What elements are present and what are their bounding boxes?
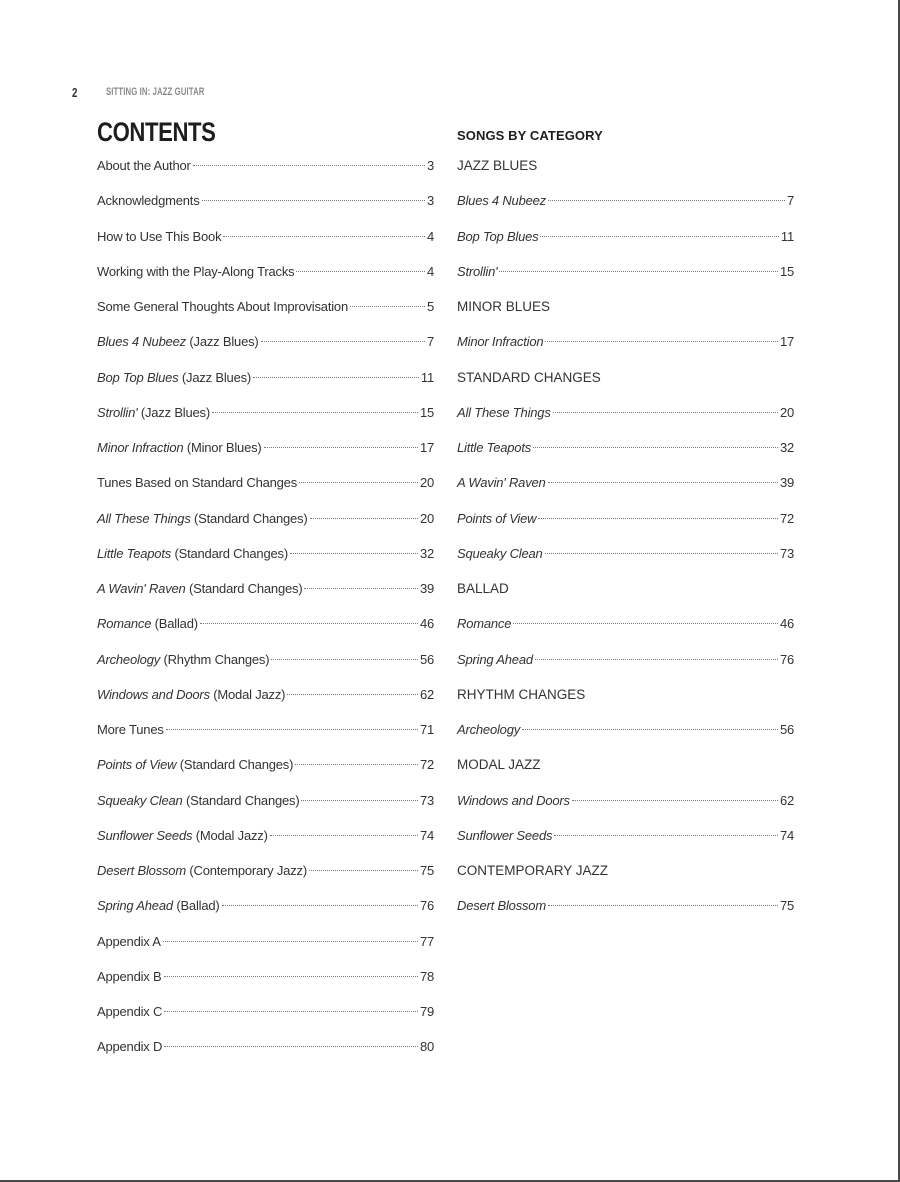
category-song-page-number: 74 (779, 827, 794, 843)
toc-entry-label (97, 439, 262, 457)
dot-leader (164, 976, 418, 977)
category-song-entry (457, 263, 794, 281)
toc-page-number: 4 (426, 263, 434, 279)
category-song-label (457, 792, 570, 810)
toc-song-style: (Minor Blues) (186, 440, 262, 455)
dot-leader (548, 200, 785, 201)
toc-page-number: 3 (426, 193, 434, 209)
dot-leader (309, 870, 418, 871)
toc-entry-label (97, 1003, 162, 1021)
book-title: SITTING IN: JAZZ GUITAR (106, 86, 205, 98)
toc-entry-label (97, 404, 210, 422)
toc-entry (97, 263, 434, 281)
toc-entry (97, 333, 434, 351)
toc-entry-label (97, 651, 269, 669)
category-label: RHYTHM CHANGES (457, 686, 586, 702)
category-song-label (457, 404, 551, 422)
category-song-entry (457, 192, 794, 210)
category-song-entry (457, 897, 794, 915)
dot-leader (499, 271, 778, 272)
toc-song-title: Desert Blossom (97, 863, 186, 878)
toc-song-style: (Standard Changes) (194, 510, 308, 526)
toc-entry-label (97, 298, 348, 316)
dot-leader (296, 271, 425, 272)
category-song-entry (457, 545, 794, 563)
toc-entry (97, 862, 434, 880)
toc-entry (97, 580, 434, 598)
category-song-page-number: 46 (779, 616, 794, 632)
toc-entry (97, 474, 434, 492)
dot-leader (164, 1011, 418, 1012)
category-song-title: Strollin' (457, 263, 498, 279)
category-song-label (457, 615, 511, 633)
toc-song-title: A Wavin' Raven (97, 581, 186, 596)
toc-entry (97, 933, 434, 951)
toc-song-style: (Contemporary Jazz) (189, 863, 307, 878)
category-song-label (457, 827, 552, 845)
toc-entry-label (97, 1038, 162, 1056)
category-song-entry (457, 792, 794, 810)
category-song-entry (457, 228, 794, 246)
toc-page-number: 20 (419, 510, 434, 526)
toc-entry-label (97, 827, 268, 845)
category-label: MODAL JAZZ (457, 757, 541, 773)
toc-song-style: (Standard Changes) (186, 792, 300, 808)
toc-page-number: 80 (419, 1039, 434, 1055)
toc-page-number: 5 (426, 299, 434, 314)
running-head (72, 84, 247, 100)
category-song-page-number: 7 (786, 193, 794, 209)
category-song-title: Spring Ahead (457, 651, 533, 667)
toc-page-number: 15 (419, 404, 434, 420)
dot-leader (304, 588, 417, 589)
category-song-label (457, 545, 543, 563)
toc-song-style: (Ballad) (176, 898, 220, 914)
category-song-title: Windows and Doors (457, 792, 570, 808)
category-label: BALLAD (457, 581, 509, 596)
dot-leader (513, 623, 778, 624)
toc-entry-label (97, 369, 251, 387)
category-song-entry (457, 510, 794, 528)
toc-entry-label (97, 580, 302, 598)
dot-leader (163, 941, 418, 942)
dot-leader (223, 236, 425, 237)
dot-leader (193, 165, 425, 166)
category-song-entry (457, 474, 794, 492)
toc-song-style: (Modal Jazz) (195, 827, 268, 843)
category-song-label (457, 510, 536, 528)
toc-song-style: (Standard Changes) (174, 545, 288, 561)
category-song-page-number: 39 (779, 475, 794, 491)
toc-entry (97, 545, 434, 563)
toc-entry (97, 510, 434, 528)
toc-entry-label (97, 968, 162, 986)
dot-leader (522, 729, 778, 730)
category-song-label (457, 439, 531, 457)
category-song-page-number: 17 (779, 334, 794, 350)
dot-leader (264, 447, 418, 448)
category-song-entry (457, 439, 794, 457)
toc-song-title: Points of View (97, 757, 177, 773)
dot-leader (200, 623, 418, 624)
category-song-label (457, 263, 497, 281)
toc-entry (97, 615, 434, 633)
toc-song-title: Strollin' (97, 404, 138, 420)
toc-section-title: Appendix B (97, 968, 162, 984)
dot-leader (202, 200, 425, 201)
toc-song-style: (Jazz Blues) (181, 369, 252, 385)
category-song-label (457, 897, 546, 915)
toc-entry (97, 792, 434, 810)
toc-entry-label (97, 333, 259, 351)
dot-leader (572, 800, 778, 801)
toc-entry (97, 404, 434, 422)
category-song-title: A Wavin' Raven (457, 475, 546, 491)
dot-leader (548, 482, 778, 483)
toc-entry (97, 157, 434, 175)
category-song-label (457, 651, 533, 669)
toc-section-title: More Tunes (97, 722, 164, 737)
contents-heading: CONTENTS (97, 117, 216, 147)
toc-song-style: (Ballad) (154, 616, 198, 632)
toc-song-style: (Standard Changes) (179, 757, 294, 773)
category-song-title: Little Teapots (457, 440, 532, 455)
dot-leader (538, 518, 778, 519)
toc-song-title: Windows and Doors (97, 686, 210, 702)
category-song-label (457, 192, 546, 210)
page-number: 2 (72, 84, 78, 100)
toc-entry (97, 686, 434, 704)
toc-entry-label (97, 756, 293, 774)
toc-section-title: Appendix C (97, 1004, 163, 1019)
toc-page-number: 32 (419, 545, 434, 561)
dot-leader (261, 341, 425, 342)
category-label: JAZZ BLUES (457, 158, 538, 173)
toc-song-style: (Modal Jazz) (213, 686, 286, 702)
toc-song-title: Squeaky Clean (97, 792, 183, 808)
toc-entry-label (97, 228, 221, 246)
dot-leader (553, 412, 778, 413)
category-song-title: Minor Infraction (457, 334, 544, 350)
category-song-label (457, 474, 546, 492)
toc-section-title: Working with the Play-Along Tracks (97, 263, 295, 279)
toc-entry-label (97, 933, 161, 951)
dot-leader (222, 905, 418, 906)
dot-leader (545, 553, 778, 554)
toc-song-style: (Jazz Blues) (189, 334, 259, 350)
category-song-page-number: 20 (779, 404, 794, 420)
category-song-page-number: 11 (780, 228, 794, 244)
toc-entry (97, 228, 434, 246)
toc-song-title: Minor Infraction (97, 440, 184, 455)
toc-entry-label (97, 615, 198, 633)
toc-entry-label (97, 721, 164, 739)
category-song-title: Sunflower Seeds (457, 827, 553, 843)
toc-entry (97, 192, 434, 210)
category-song-title: Romance (457, 616, 512, 632)
toc-entry-label (97, 157, 191, 175)
toc-entry (97, 1003, 434, 1021)
toc-entry-label (97, 510, 308, 528)
category-song-label (457, 333, 543, 351)
category-song-page-number: 73 (779, 545, 794, 561)
toc-page-number: 73 (419, 792, 434, 808)
toc-page-number: 72 (419, 757, 434, 773)
toc-page-number: 3 (426, 158, 434, 173)
dot-leader (299, 482, 418, 483)
toc-song-title: Little Teapots (97, 545, 172, 561)
category-song-page-number: 75 (779, 898, 794, 914)
dot-leader (212, 412, 418, 413)
category-song-label (457, 228, 538, 246)
toc-page-number: 56 (419, 651, 434, 667)
category-song-entry (457, 721, 794, 739)
dot-leader (548, 905, 778, 906)
toc-section-title: Acknowledgments (97, 193, 200, 209)
toc-page-number: 20 (419, 475, 434, 491)
toc-page-number: 11 (420, 369, 434, 385)
toc-entry-label (97, 897, 220, 915)
toc-page-number: 46 (419, 616, 434, 632)
category-song-page-number: 72 (779, 510, 794, 526)
category-song-title: Points of View (457, 510, 537, 526)
toc-page-number: 4 (426, 228, 434, 244)
toc-entry (97, 756, 434, 774)
dot-leader (271, 659, 418, 660)
dot-leader (535, 659, 778, 660)
dot-leader (350, 306, 425, 307)
toc-page-number: 17 (419, 440, 434, 455)
category-song-label (457, 721, 520, 739)
category-song-page-number: 62 (779, 792, 794, 808)
category-song-entry (457, 651, 794, 669)
category-song-title: Archeology (457, 722, 521, 737)
toc-section-title: Appendix A (97, 933, 161, 949)
toc-page-number: 7 (426, 334, 434, 350)
toc-entry (97, 439, 434, 457)
toc-entry (97, 298, 434, 316)
toc-entry (97, 369, 434, 387)
toc-entry-label (97, 862, 307, 880)
toc-song-title: Romance (97, 616, 152, 632)
category-song-title: Blues 4 Nubeez (457, 193, 546, 209)
toc-entry-label (97, 192, 200, 210)
category-song-title: Squeaky Clean (457, 545, 543, 561)
category-song-page-number: 76 (779, 651, 794, 667)
toc-page-number: 75 (419, 863, 434, 878)
category-song-entry (457, 333, 794, 351)
toc-entry (97, 827, 434, 845)
toc-page-number: 76 (419, 898, 434, 914)
toc-entry-label (97, 474, 297, 492)
toc-page-number: 62 (419, 686, 434, 702)
category-song-title: Desert Blossom (457, 898, 546, 914)
category-song-entry (457, 404, 794, 422)
category-song-page-number: 15 (779, 263, 794, 279)
toc-entry-label (97, 545, 288, 563)
dot-leader (554, 835, 778, 836)
toc-page-number: 77 (419, 933, 434, 949)
dot-leader (533, 447, 778, 448)
category-song-page-number: 32 (779, 440, 794, 455)
toc-entry-label (97, 686, 285, 704)
toc-entry (97, 968, 434, 986)
toc-song-title: Blues 4 Nubeez (97, 334, 186, 350)
dot-leader (301, 800, 417, 801)
category-song-title: Bop Top Blues (457, 228, 539, 244)
toc-entry (97, 1038, 434, 1056)
toc-entry (97, 651, 434, 669)
toc-section-title: Tunes Based on Standard Changes (97, 475, 298, 491)
category-song-title: All These Things (457, 404, 551, 420)
dot-leader (166, 729, 418, 730)
toc-song-title: Bop Top Blues (97, 369, 179, 385)
songs-by-category-heading: SONGS BY CATEGORY (457, 128, 603, 143)
toc-song-title: Sunflower Seeds (97, 827, 193, 843)
toc-song-title: Archeology (97, 651, 161, 667)
toc-song-title: All These Things (97, 510, 191, 526)
toc-song-title: Spring Ahead (97, 898, 173, 914)
toc-section-title: About the Author (97, 158, 191, 173)
toc-song-style: (Rhythm Changes) (163, 651, 270, 667)
toc-section-title: How to Use This Book (97, 228, 222, 244)
dot-leader (290, 553, 418, 554)
toc-song-style: (Standard Changes) (188, 581, 303, 596)
category-label: STANDARD CHANGES (457, 369, 601, 385)
toc-page-number: 78 (419, 968, 434, 984)
dot-leader (310, 518, 418, 519)
dot-leader (295, 764, 418, 765)
category-song-entry (457, 827, 794, 845)
category-song-entry (457, 615, 794, 633)
toc-song-style: (Jazz Blues) (140, 404, 210, 420)
category-song-page-number: 56 (779, 722, 794, 737)
toc-entry-label (97, 792, 299, 810)
toc-section-title: Appendix D (97, 1039, 163, 1055)
toc-page-number: 74 (419, 827, 434, 843)
toc-entry (97, 897, 434, 915)
category-label: MINOR BLUES (457, 299, 551, 314)
toc-section-title: Some General Thoughts About Improvisation (97, 299, 348, 314)
category-label: CONTEMPORARY JAZZ (457, 863, 609, 878)
dot-leader (545, 341, 778, 342)
toc-page-number: 39 (419, 581, 434, 596)
dot-leader (253, 377, 419, 378)
dot-leader (164, 1046, 418, 1047)
dot-leader (287, 694, 418, 695)
dot-leader (540, 236, 778, 237)
dot-leader (270, 835, 418, 836)
toc-entry (97, 721, 434, 739)
toc-page-number: 79 (419, 1004, 434, 1019)
toc-page-number: 71 (419, 722, 434, 737)
toc-entry-label (97, 263, 294, 281)
